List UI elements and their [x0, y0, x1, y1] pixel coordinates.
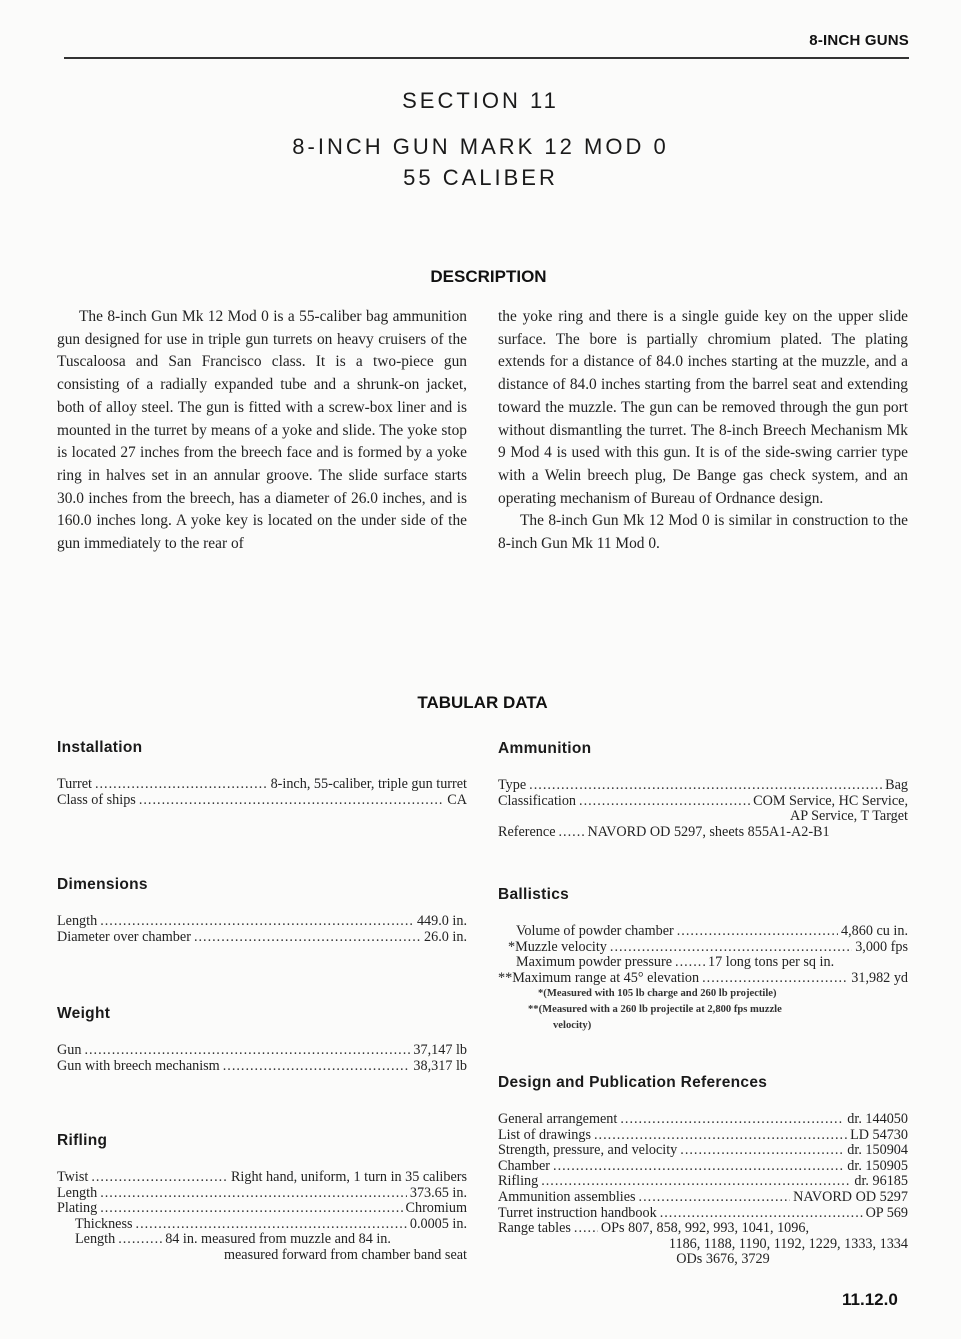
page-title-line2: 55 CALIBER	[403, 165, 558, 190]
installation-block	[57, 739, 467, 808]
data-row: Rifling ..... dr. 96185	[498, 1174, 908, 1190]
description-paragraph-1-cont: the yoke ring and there is a single guide key on the upper slide surface. The bore is partially chromium plated. The plating extends for a distance of 84.0 inches starting at the muzzle, and a distance of 84.0 inches starting from the barrel seat and extending toward the muzzle. The gun can be removed through the gun port without dismantling the turret. The 8-inch Breech Mechanism Mk 9 Mod 4 is used with this gun. It is of the side-swing carrier type with a Welin breech plug, De Bange gas check system, and an operating mechanism of Bureau of Ordnance design.	[498, 308, 908, 507]
data-row: List of drawings ..... LD 54730	[498, 1128, 908, 1144]
data-row: *Muzzle velocity ..... 3,000 fps	[498, 940, 908, 956]
rifling-block	[57, 1132, 467, 1264]
data-row: General arrangement ..... dr. 144050	[498, 1112, 908, 1128]
description-heading: DESCRIPTION	[430, 267, 547, 286]
rifling-continuation: measured forward from chamber band seat	[223, 1246, 467, 1263]
data-row: Thickness ..... 0.0005 in.	[57, 1217, 467, 1233]
data-row: Diameter over chamber ..... 26.0 in.	[57, 930, 467, 946]
data-row: Class of ships ..... CA	[57, 793, 467, 809]
rifling-title: Rifling	[57, 1132, 108, 1149]
data-row: Gun with breech mechanism ..... 38,317 lb	[57, 1059, 467, 1075]
data-row: Twist ..... Right hand, uniform, 1 turn in 35 calibers	[57, 1170, 467, 1186]
references-title: Design and Publication References	[498, 1074, 768, 1091]
section-number: SECTION 11	[402, 88, 559, 113]
data-row: Plating ..... Chromium	[57, 1201, 467, 1217]
data-row: Reference ..... NAVORD OD 5297, sheets 855A1-A2-B1	[498, 825, 908, 841]
data-row: Ammunition assemblies ..... NAVORD OD 5297	[498, 1190, 908, 1206]
references-block	[498, 1074, 908, 1268]
data-row: Strength, pressure, and velocity ..... dr. 150904	[498, 1143, 908, 1159]
range-tables-continuation-2: ODs 3676, 3729	[676, 1251, 770, 1268]
running-head: 8-INCH GUNS	[809, 32, 909, 49]
data-row: Length ..... 373.65 in.	[57, 1186, 467, 1202]
ballistics-block	[498, 886, 908, 1034]
description-paragraph-2: The 8-inch Gun Mk 12 Mod 0 is similar in construction to the 8-inch Gun Mk 11 Mod 0.	[498, 512, 908, 553]
data-row: Chamber ..... dr. 150905	[498, 1159, 908, 1175]
ammunition-block	[498, 740, 908, 840]
description-paragraph-1: The 8-inch Gun Mk 12 Mod 0 is a 55-caliber bag ammunition gun designed for use in triple gun turrets on heavy cruisers of the Tuscaloosa and San Francisco class. It is a two-piece gun consisting of a radially expanded tube and a shrunk-on jacket, both of alloy steel. The gun is fitted with a screw-box liner and is mounted in the turret by means of a yoke and slide. The yoke stop is located 27 inches from the breech face and is formed by a yoke ring in halves set in an annular groove. The slide surface starts 30.0 inches from the breech, has a diameter of 26.0 inches, and is 160.0 inches long. A yoke key is located on the under side of the gun immediately to the rear of	[57, 308, 467, 553]
header-rule	[64, 57, 909, 59]
page-number: 11.12.0	[842, 1290, 898, 1309]
dimensions-block	[57, 876, 467, 945]
data-row: Range tables ..... OPs 807, 858, 992, 993, 1041, 1096,	[498, 1221, 908, 1237]
ballistics-footnote-2: **(Measured with a 260 lb projectile at 2,800 fps muzzle	[528, 1004, 782, 1016]
data-row: Maximum powder pressure ..... 17 long tons per sq in.	[498, 955, 908, 971]
data-row: Volume of powder chamber ..... 4,860 cu in.	[498, 924, 908, 940]
data-row: Type ..... Bag	[498, 778, 908, 794]
dimensions-title: Dimensions	[57, 876, 148, 893]
data-row: **Maximum range at 45° elevation ..... 31,982 yd	[498, 971, 908, 987]
data-row: Turret ..... 8-inch, 55-caliber, triple gun turret	[57, 777, 467, 793]
weight-title: Weight	[57, 1005, 111, 1022]
ballistics-footnote-2-cont: velocity)	[553, 1020, 592, 1032]
classification-continuation: AP Service, T Target	[789, 808, 908, 825]
ballistics-footnote-1: *(Measured with 105 lb charge and 260 lb projectile)	[538, 988, 777, 1000]
data-row: Classification ..... COM Service, HC Service,	[498, 794, 908, 810]
data-row: Length ..... 449.0 in.	[57, 914, 467, 930]
data-row: Length ..... 84 in. measured from muzzle and 84 in.	[57, 1232, 467, 1248]
ballistics-title: Ballistics	[498, 886, 570, 903]
tabular-data-heading: TABULAR DATA	[417, 693, 548, 712]
installation-title: Installation	[57, 739, 143, 756]
page-title-line1: 8-INCH GUN MARK 12 MOD 0	[292, 134, 669, 159]
description-left-column	[57, 306, 467, 556]
description-right-column	[498, 306, 908, 556]
range-tables-continuation-1: 1186, 1188, 1190, 1192, 1229, 1333, 1334	[668, 1235, 908, 1252]
data-row: Turret instruction handbook ..... OP 569	[498, 1206, 908, 1222]
ammunition-title: Ammunition	[498, 740, 592, 757]
data-row: Gun ..... 37,147 lb	[57, 1043, 467, 1059]
weight-block	[57, 1005, 467, 1074]
